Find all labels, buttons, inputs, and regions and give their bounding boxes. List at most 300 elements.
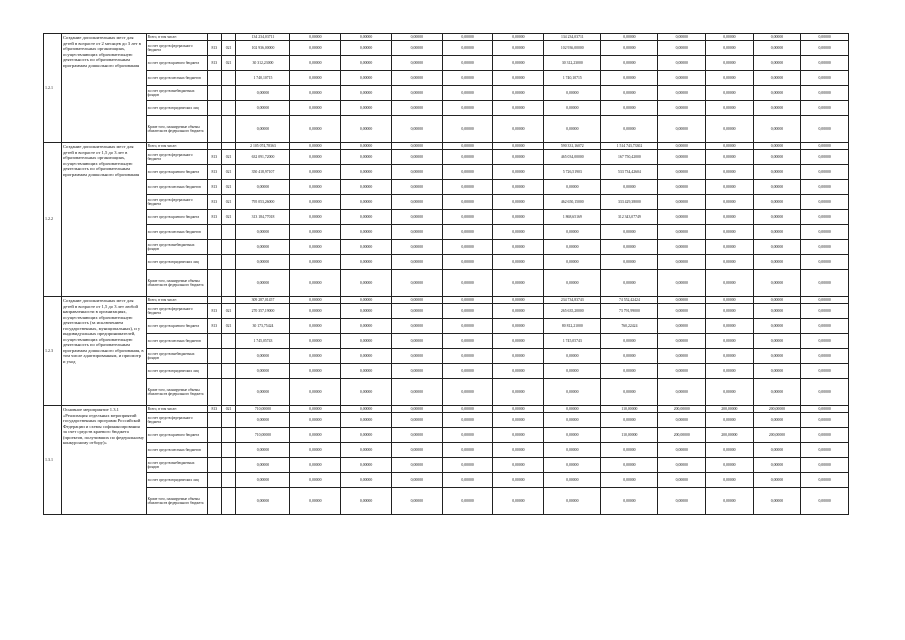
amount-cell: 0,00000 xyxy=(658,319,706,334)
funding-source: за счет средств местных бюджетов xyxy=(146,334,207,349)
amount-cell: 0,00000 xyxy=(658,34,706,41)
budget-code-1 xyxy=(207,143,221,150)
amount-cell: 0,00000 xyxy=(801,428,849,443)
amount-cell: 0,00000 xyxy=(442,458,493,473)
amount-cell: 710,00000 xyxy=(236,428,290,443)
amount-cell: 0,00000 xyxy=(493,165,544,180)
funding-source: за счет средств краевого бюджета xyxy=(146,56,207,71)
amount-cell: 0,00000 xyxy=(801,143,849,150)
table-row xyxy=(44,379,849,406)
amount-cell: 0,00000 xyxy=(601,349,658,364)
amount-cell: 0,00000 xyxy=(290,319,341,334)
amount-cell: 0,00000 xyxy=(544,180,601,195)
amount-cell: 0,00000 xyxy=(290,297,341,304)
amount-cell: 0,00000 xyxy=(493,210,544,225)
amount-cell: 0,00000 xyxy=(442,34,493,41)
amount-cell: 0,00000 xyxy=(341,225,392,240)
budget-code-2 xyxy=(221,116,236,143)
amount-cell: 0,00000 xyxy=(544,428,601,443)
amount-cell: 1 745,05743 xyxy=(544,334,601,349)
table-row xyxy=(44,319,849,334)
amount-cell: 0,00000 xyxy=(601,34,658,41)
budget-code-2 xyxy=(221,101,236,116)
amount-cell: 0,00000 xyxy=(706,180,754,195)
amount-cell: 0,00000 xyxy=(442,334,493,349)
amount-cell: 0,00000 xyxy=(801,304,849,319)
amount-cell: 0,00000 xyxy=(391,143,442,150)
amount-cell: 0,00000 xyxy=(290,195,341,210)
amount-cell: 1 868,65169 xyxy=(544,210,601,225)
amount-cell: 0,00000 xyxy=(544,413,601,428)
amount-cell: 0,00000 xyxy=(801,210,849,225)
budget-code-1 xyxy=(207,240,221,255)
amount-cell: 234 734,83743 xyxy=(544,297,601,304)
amount-cell: 0,00000 xyxy=(236,225,290,240)
budget-code-2 xyxy=(221,143,236,150)
budget-code-2: 021 xyxy=(221,210,236,225)
amount-cell: 0,00000 xyxy=(658,56,706,71)
amount-cell: 0,00000 xyxy=(658,304,706,319)
amount-cell: 0,00000 xyxy=(753,165,801,180)
amount-cell: 102 936,00000 xyxy=(236,41,290,56)
amount-cell: 0,00000 xyxy=(493,101,544,116)
amount-cell: 0,00000 xyxy=(658,195,706,210)
amount-cell: 0,00000 xyxy=(493,297,544,304)
amount-cell: 0,00000 xyxy=(658,488,706,515)
amount-cell: 0,00000 xyxy=(391,56,442,71)
amount-cell: 0,00000 xyxy=(442,116,493,143)
amount-cell: 0,00000 xyxy=(391,488,442,515)
amount-cell: 0,00000 xyxy=(341,364,392,379)
amount-cell: 0,00000 xyxy=(753,488,801,515)
amount-cell: 312 343,07749 xyxy=(601,210,658,225)
amount-cell: 0,00000 xyxy=(341,413,392,428)
amount-cell: 0,00000 xyxy=(290,71,341,86)
amount-cell: 0,00000 xyxy=(442,488,493,515)
table-row xyxy=(44,150,849,165)
amount-cell: 0,00000 xyxy=(391,86,442,101)
amount-cell: 0,00000 xyxy=(544,225,601,240)
amount-cell: 0,00000 xyxy=(341,180,392,195)
amount-cell: 0,00000 xyxy=(753,473,801,488)
amount-cell: 0,00000 xyxy=(290,349,341,364)
amount-cell: 795 053,26000 xyxy=(236,195,290,210)
funding-source: Кроме того, планируемые объемы обязательств федерального бюджета xyxy=(146,488,207,515)
amount-cell: 0,00000 xyxy=(442,304,493,319)
amount-cell: 0,00000 xyxy=(658,71,706,86)
budget-code-2 xyxy=(221,379,236,406)
funding-source: за счет средств федерального бюджета xyxy=(146,41,207,56)
funding-source: за счет средств федерального бюджета xyxy=(146,195,207,210)
amount-cell: 0,00000 xyxy=(290,364,341,379)
amount-cell: 0,00000 xyxy=(442,143,493,150)
amount-cell: 533 734,42604 xyxy=(601,165,658,180)
amount-cell: 0,00000 xyxy=(290,270,341,297)
table-row xyxy=(44,195,849,210)
amount-cell: 0,00000 xyxy=(391,334,442,349)
amount-cell: 102 936,00000 xyxy=(544,41,601,56)
amount-cell: 0,00000 xyxy=(391,41,442,56)
funding-source: за счет средств юридических лиц xyxy=(146,364,207,379)
amount-cell: 0,00000 xyxy=(442,270,493,297)
budget-code-1 xyxy=(207,458,221,473)
amount-cell: 0,00000 xyxy=(601,488,658,515)
amount-cell: 0,00000 xyxy=(658,413,706,428)
amount-cell: 1 740,10715 xyxy=(544,71,601,86)
budget-code-2 xyxy=(221,413,236,428)
budget-code-1: 813 xyxy=(207,180,221,195)
budget-code-2 xyxy=(221,364,236,379)
budget-code-2: 021 xyxy=(221,180,236,195)
amount-cell: 0,00000 xyxy=(391,297,442,304)
amount-cell: 0,00000 xyxy=(236,240,290,255)
amount-cell: 0,00000 xyxy=(601,180,658,195)
amount-cell: 0,00000 xyxy=(442,413,493,428)
amount-cell: 0,00000 xyxy=(601,86,658,101)
funding-source: за счет средств местных бюджетов xyxy=(146,71,207,86)
amount-cell: 0,00000 xyxy=(493,443,544,458)
amount-cell: 0,00000 xyxy=(290,304,341,319)
amount-cell: 74 552,42424 xyxy=(601,297,658,304)
budget-code-1 xyxy=(207,86,221,101)
amount-cell: 0,00000 xyxy=(290,86,341,101)
amount-cell: 0,00000 xyxy=(290,240,341,255)
amount-cell: 0,00000 xyxy=(544,364,601,379)
funding-source: за счет средств внебюджетных фондов xyxy=(146,349,207,364)
amount-cell: 0,00000 xyxy=(753,334,801,349)
amount-cell: 0,00000 xyxy=(658,116,706,143)
budget-code-1: 813 xyxy=(207,41,221,56)
amount-cell: 0,00000 xyxy=(442,210,493,225)
budget-code-2 xyxy=(221,34,236,41)
amount-cell: 0,00000 xyxy=(658,143,706,150)
amount-cell: 134 234,03711 xyxy=(544,34,601,41)
amount-cell: 0,00000 xyxy=(236,349,290,364)
amount-cell: 0,00000 xyxy=(658,86,706,101)
amount-cell: 0,00000 xyxy=(601,240,658,255)
amount-cell: 465 034,00000 xyxy=(544,150,601,165)
table-row xyxy=(44,34,849,41)
table-row xyxy=(44,225,849,240)
amount-cell: 0,00000 xyxy=(442,56,493,71)
funding-source: Всего, в том числе: xyxy=(146,297,207,304)
funding-source: за счет средств федерального бюджета xyxy=(146,413,207,428)
amount-cell: 0,00000 xyxy=(544,379,601,406)
funding-source: за счет средств местных бюджетов xyxy=(146,443,207,458)
amount-cell: 0,00000 xyxy=(442,101,493,116)
budget-code-2 xyxy=(221,86,236,101)
amount-cell: 0,00000 xyxy=(544,473,601,488)
amount-cell: 0,00000 xyxy=(341,319,392,334)
amount-cell: 0,00000 xyxy=(442,41,493,56)
budget-code-1 xyxy=(207,225,221,240)
amount-cell: 1 514 743,73302 xyxy=(601,143,658,150)
amount-cell: 0,00000 xyxy=(290,210,341,225)
budget-code-2 xyxy=(221,488,236,515)
budget-code-1 xyxy=(207,297,221,304)
amount-cell: 0,00000 xyxy=(801,334,849,349)
budget-code-2 xyxy=(221,270,236,297)
amount-cell: 134 234,03711 xyxy=(236,34,290,41)
amount-cell: 0,00000 xyxy=(442,349,493,364)
amount-cell: 0,00000 xyxy=(391,225,442,240)
amount-cell: 0,00000 xyxy=(544,270,601,297)
amount-cell: 0,00000 xyxy=(753,379,801,406)
amount-cell: 0,00000 xyxy=(706,488,754,515)
funding-source: за счет средств краевого бюджета xyxy=(146,319,207,334)
amount-cell: 0,00000 xyxy=(658,270,706,297)
amount-cell: 0,00000 xyxy=(658,180,706,195)
budget-code-2 xyxy=(221,225,236,240)
amount-cell: 0,00000 xyxy=(391,195,442,210)
amount-cell: 0,00000 xyxy=(341,458,392,473)
amount-cell: 0,00000 xyxy=(442,180,493,195)
funding-source: за счет средств местных бюджетов xyxy=(146,225,207,240)
amount-cell: 0,00000 xyxy=(601,364,658,379)
amount-cell: 0,00000 xyxy=(290,41,341,56)
table-row xyxy=(44,304,849,319)
funding-source: за счет средств юридических лиц xyxy=(146,101,207,116)
amount-cell: 0,00000 xyxy=(753,56,801,71)
table-row xyxy=(44,406,849,413)
funding-source: за счет средств краевого бюджета xyxy=(146,210,207,225)
funding-source: за счет средств внебюджетных фондов xyxy=(146,458,207,473)
item-number: 1.2.3 xyxy=(44,297,62,406)
amount-cell: 0,00000 xyxy=(753,41,801,56)
amount-cell: 0,00000 xyxy=(601,334,658,349)
table-row xyxy=(44,349,849,364)
amount-cell: 0,00000 xyxy=(442,71,493,86)
budget-code-1 xyxy=(207,116,221,143)
amount-cell: 0,00000 xyxy=(341,349,392,364)
amount-cell: 0,00000 xyxy=(544,458,601,473)
amount-cell: 0,00000 xyxy=(753,364,801,379)
amount-cell: 0,00000 xyxy=(801,240,849,255)
funding-source: Кроме того, планируемые объемы обязательств федерального бюджета xyxy=(146,116,207,143)
amount-cell: 0,00000 xyxy=(544,240,601,255)
amount-cell: 0,00000 xyxy=(341,143,392,150)
amount-cell: 0,00000 xyxy=(442,473,493,488)
amount-cell: 0,00000 xyxy=(753,150,801,165)
amount-cell: 200,00000 xyxy=(753,406,801,413)
amount-cell: 0,00000 xyxy=(801,41,849,56)
budget-code-1: 813 xyxy=(207,210,221,225)
amount-cell: 0,00000 xyxy=(236,379,290,406)
amount-cell: 0,00000 xyxy=(341,304,392,319)
amount-cell: 0,00000 xyxy=(801,71,849,86)
amount-cell: 0,00000 xyxy=(753,143,801,150)
amount-cell: 0,00000 xyxy=(290,116,341,143)
amount-cell: 0,00000 xyxy=(801,406,849,413)
amount-cell: 0,00000 xyxy=(706,165,754,180)
budget-code-1 xyxy=(207,270,221,297)
budget-code-2: 021 xyxy=(221,319,236,334)
amount-cell: 760,22424 xyxy=(601,319,658,334)
amount-cell: 2 105 074,78363 xyxy=(236,143,290,150)
amount-cell: 0,00000 xyxy=(753,443,801,458)
amount-cell: 0,00000 xyxy=(290,406,341,413)
funding-source: за счет средств федерального бюджета xyxy=(146,304,207,319)
amount-cell: 0,00000 xyxy=(753,195,801,210)
amount-cell: 0,00000 xyxy=(801,56,849,71)
amount-cell: 0,00000 xyxy=(391,240,442,255)
amount-cell: 0,00000 xyxy=(442,406,493,413)
amount-cell: 0,00000 xyxy=(341,334,392,349)
amount-cell: 0,00000 xyxy=(801,297,849,304)
amount-cell: 0,00000 xyxy=(442,225,493,240)
amount-cell: 0,00000 xyxy=(658,150,706,165)
amount-cell: 0,00000 xyxy=(658,473,706,488)
budget-code-1: 813 xyxy=(207,150,221,165)
amount-cell: 0,00000 xyxy=(236,270,290,297)
amount-cell: 0,00000 xyxy=(442,364,493,379)
amount-cell: 0,00000 xyxy=(801,34,849,41)
amount-cell: 0,00000 xyxy=(442,240,493,255)
measure-name: Создание дополнительных мест для детей в возрасте от 2 месяцев до 3 лет в образовательных организациях, осуществляющих образовательную деятельность по образовательным программам дошкольного образования xyxy=(61,34,146,143)
amount-cell: 0,00000 xyxy=(706,413,754,428)
budget-code-1 xyxy=(207,349,221,364)
amount-cell: 0,00000 xyxy=(442,297,493,304)
amount-cell: 0,00000 xyxy=(236,86,290,101)
amount-cell: 0,00000 xyxy=(493,150,544,165)
funding-source: за счет средств местных бюджетов xyxy=(146,180,207,195)
amount-cell: 0,00000 xyxy=(391,319,442,334)
table-row xyxy=(44,488,849,515)
funding-source: Всего, в том числе: xyxy=(146,406,207,413)
budget-code-2: 021 xyxy=(221,41,236,56)
amount-cell: 0,00000 xyxy=(601,116,658,143)
table-row xyxy=(44,255,849,270)
amount-cell: 0,00000 xyxy=(290,379,341,406)
amount-cell: 0,00000 xyxy=(544,406,601,413)
amount-cell: 0,00000 xyxy=(753,86,801,101)
amount-cell: 0,00000 xyxy=(753,270,801,297)
amount-cell: 200,00000 xyxy=(658,406,706,413)
amount-cell: 0,00000 xyxy=(753,297,801,304)
amount-cell: 0,00000 xyxy=(544,443,601,458)
amount-cell: 0,00000 xyxy=(706,270,754,297)
amount-cell: 0,00000 xyxy=(442,165,493,180)
budget-code-1: 813 xyxy=(207,56,221,71)
amount-cell: 0,00000 xyxy=(391,270,442,297)
table-row xyxy=(44,270,849,297)
budget-code-1: 813 xyxy=(207,319,221,334)
amount-cell: 0,00000 xyxy=(391,473,442,488)
amount-cell: 1 740,10715 xyxy=(236,71,290,86)
amount-cell: 0,00000 xyxy=(706,41,754,56)
amount-cell: 0,00000 xyxy=(236,488,290,515)
table-row xyxy=(44,180,849,195)
amount-cell: 0,00000 xyxy=(706,56,754,71)
amount-cell: 0,00000 xyxy=(706,473,754,488)
table-row xyxy=(44,443,849,458)
amount-cell: 0,00000 xyxy=(706,297,754,304)
amount-cell: 0,00000 xyxy=(493,34,544,41)
amount-cell: 110,00000 xyxy=(601,406,658,413)
amount-cell: 0,00000 xyxy=(290,334,341,349)
budget-code-2 xyxy=(221,240,236,255)
amount-cell: 0,00000 xyxy=(801,319,849,334)
table-row xyxy=(44,56,849,71)
budget-code-2 xyxy=(221,297,236,304)
amount-cell: 0,00000 xyxy=(442,443,493,458)
amount-cell: 0,00000 xyxy=(658,458,706,473)
amount-cell: 0,00000 xyxy=(706,210,754,225)
amount-cell: 0,00000 xyxy=(658,210,706,225)
budget-code-1 xyxy=(207,101,221,116)
amount-cell: 0,00000 xyxy=(706,443,754,458)
amount-cell: 0,00000 xyxy=(236,443,290,458)
amount-cell: 0,00000 xyxy=(341,165,392,180)
amount-cell: 0,00000 xyxy=(753,349,801,364)
amount-cell: 0,00000 xyxy=(493,41,544,56)
amount-cell: 309 287,01457 xyxy=(236,297,290,304)
amount-cell: 0,00000 xyxy=(601,101,658,116)
amount-cell: 0,00000 xyxy=(341,71,392,86)
amount-cell: 0,00000 xyxy=(341,240,392,255)
amount-cell: 0,00000 xyxy=(801,195,849,210)
amount-cell: 0,00000 xyxy=(801,180,849,195)
amount-cell: 0,00000 xyxy=(341,210,392,225)
amount-cell: 632 091,72000 xyxy=(236,150,290,165)
budget-code-2 xyxy=(221,334,236,349)
budget-code-1 xyxy=(207,488,221,515)
amount-cell: 0,00000 xyxy=(601,443,658,458)
amount-cell: 0,00000 xyxy=(801,473,849,488)
amount-cell: 0,00000 xyxy=(706,71,754,86)
amount-cell: 0,00000 xyxy=(601,225,658,240)
amount-cell: 0,00000 xyxy=(801,165,849,180)
amount-cell: 0,00000 xyxy=(290,143,341,150)
amount-cell: 462 650,15000 xyxy=(544,195,601,210)
amount-cell: 0,00000 xyxy=(341,443,392,458)
amount-cell: 0,00000 xyxy=(801,270,849,297)
amount-cell: 0,00000 xyxy=(493,270,544,297)
amount-cell: 200,00000 xyxy=(658,428,706,443)
budget-code-2: 021 xyxy=(221,56,236,71)
amount-cell: 200,00000 xyxy=(753,428,801,443)
amount-cell: 0,00000 xyxy=(236,364,290,379)
amount-cell: 0,00000 xyxy=(544,101,601,116)
amount-cell: 80 812,21000 xyxy=(544,319,601,334)
amount-cell: 0,00000 xyxy=(801,101,849,116)
budget-code-2 xyxy=(221,71,236,86)
table-row xyxy=(44,297,849,304)
amount-cell: 0,00000 xyxy=(442,319,493,334)
table-row xyxy=(44,473,849,488)
budget-code-1 xyxy=(207,255,221,270)
amount-cell: 0,00000 xyxy=(391,364,442,379)
amount-cell: 0,00000 xyxy=(290,458,341,473)
amount-cell: 0,00000 xyxy=(391,150,442,165)
amount-cell: 0,00000 xyxy=(601,379,658,406)
amount-cell: 0,00000 xyxy=(753,304,801,319)
amount-cell: 0,00000 xyxy=(493,180,544,195)
budget-code-1: 813 xyxy=(207,304,221,319)
amount-cell: 0,00000 xyxy=(706,150,754,165)
amount-cell: 0,00000 xyxy=(658,297,706,304)
amount-cell: 0,00000 xyxy=(290,34,341,41)
amount-cell: 1 745,05743 xyxy=(236,334,290,349)
amount-cell: 0,00000 xyxy=(391,413,442,428)
amount-cell: 0,00000 xyxy=(658,225,706,240)
amount-cell: 0,00000 xyxy=(601,255,658,270)
funding-source: за счет средств федерального бюджета xyxy=(146,150,207,165)
amount-cell: 0,00000 xyxy=(601,71,658,86)
amount-cell: 0,00000 xyxy=(290,180,341,195)
amount-cell: 0,00000 xyxy=(493,304,544,319)
amount-cell: 0,00000 xyxy=(236,413,290,428)
